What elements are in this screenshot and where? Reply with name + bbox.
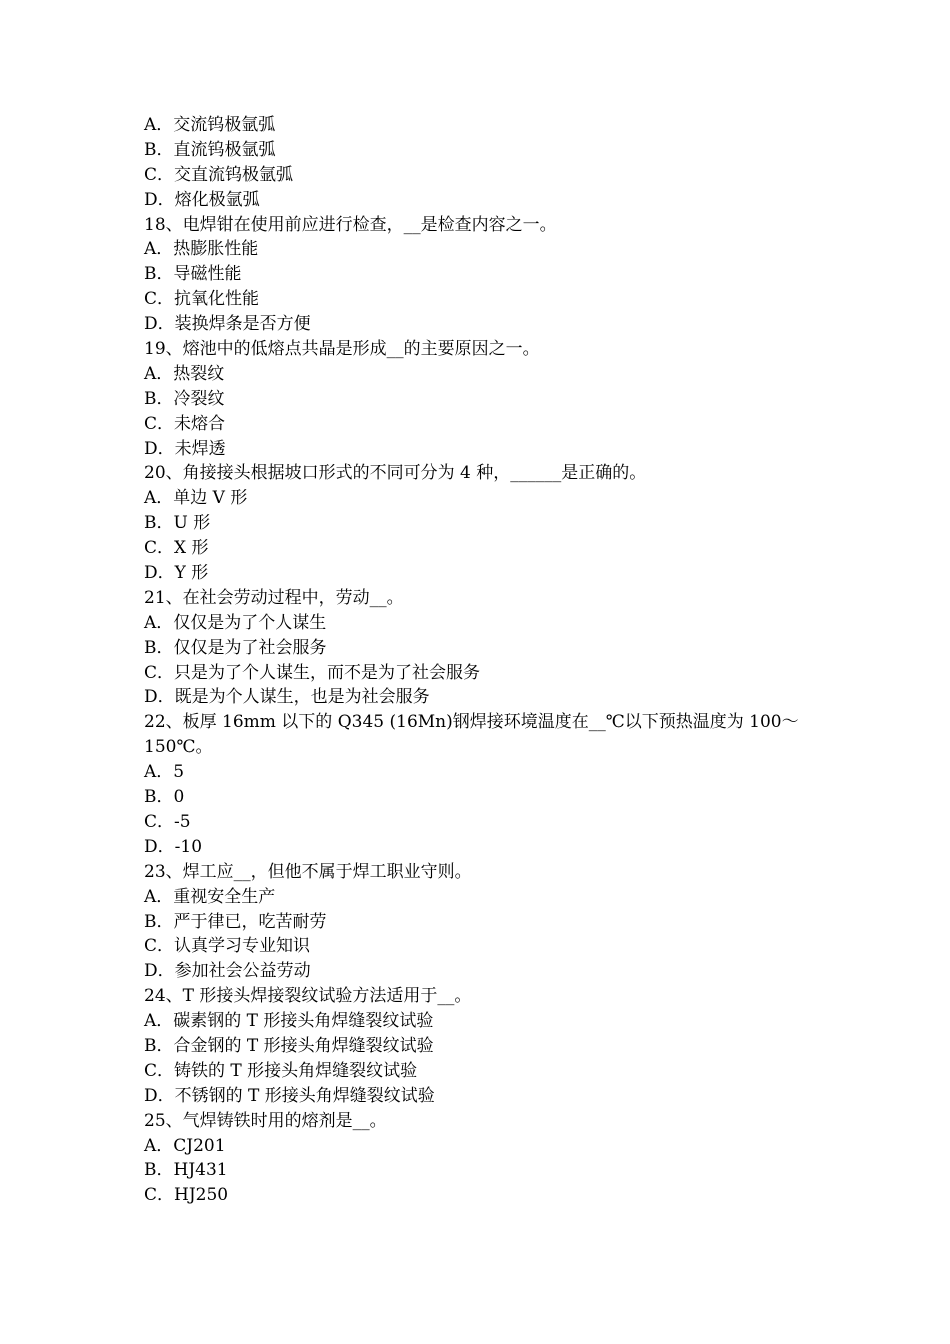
text-line: B．严于律已，吃苦耐劳 bbox=[144, 911, 327, 932]
text-line: 25、气焊铸铁时用的熔剂是__。 bbox=[144, 1110, 387, 1131]
text-line: B．HJ431 bbox=[144, 1160, 228, 1181]
text-line: A．重视安全生产 bbox=[144, 886, 276, 907]
text-line: B．冷裂纹 bbox=[144, 388, 225, 409]
text-line: A．碳素钢的 T 形接头角焊缝裂纹试验 bbox=[144, 1011, 434, 1032]
text-line: D．参加社会公益劳动 bbox=[144, 961, 311, 982]
text-line: B．U 形 bbox=[144, 513, 211, 534]
text-line: A．单边 V 形 bbox=[144, 488, 248, 509]
text-line: B．仅仅是为了社会服务 bbox=[144, 637, 327, 658]
text-line: A．交流钨极氩弧 bbox=[144, 115, 276, 135]
text-line: D．Y 形 bbox=[144, 563, 209, 584]
text-line: B．直流钨极氩弧 bbox=[144, 139, 276, 160]
text-line: 23、焊工应__，但他不属于焊工职业守则。 bbox=[144, 861, 472, 882]
text-line: A．热裂纹 bbox=[144, 363, 225, 384]
text-line: A．5 bbox=[144, 762, 185, 783]
text-line: C．抗氧化性能 bbox=[144, 289, 260, 310]
text-line: C．交直流钨极氩弧 bbox=[144, 164, 294, 185]
text-line: C．HJ250 bbox=[144, 1185, 229, 1206]
text-line: 21、在社会劳动过程中，劳动__。 bbox=[144, 587, 404, 608]
text-line: C．未熔合 bbox=[144, 413, 226, 434]
text-line: D．-10 bbox=[144, 836, 203, 857]
text-line: A．CJ201 bbox=[144, 1135, 226, 1156]
text-line: D．既是为个人谋生，也是为社会服务 bbox=[144, 687, 430, 708]
text-line: A．仅仅是为了个人谋生 bbox=[144, 612, 327, 633]
text-line: D．不锈钢的 T 形接头角焊缝裂纹试验 bbox=[144, 1085, 435, 1106]
text-line: C．-5 bbox=[144, 811, 191, 832]
text-line: 22、板厚 16mm 以下的 Q345 (16Mn)钢焊接环境温度在__℃以下预热温度为 100～ bbox=[144, 712, 799, 733]
text-line: C．X 形 bbox=[144, 538, 209, 559]
text-line: C．铸铁的 T 形接头角焊缝裂纹试验 bbox=[144, 1060, 418, 1081]
document-page bbox=[144, 113, 824, 1208]
text-line: B．导磁性能 bbox=[144, 264, 242, 285]
text-line: 150℃。 bbox=[144, 737, 213, 758]
text-line: D．装换焊条是否方便 bbox=[144, 314, 311, 335]
text-line: C．只是为了个人谋生，而不是为了社会服务 bbox=[144, 662, 481, 683]
text-line: D．熔化极氩弧 bbox=[144, 189, 260, 210]
text-line: C．认真学习专业知识 bbox=[144, 936, 311, 957]
text-line: B．合金钢的 T 形接头角焊缝裂纹试验 bbox=[144, 1035, 434, 1056]
text-line: B．0 bbox=[144, 787, 185, 808]
text-line: 19、熔池中的低熔点共晶是形成__的主要原因之一。 bbox=[144, 339, 540, 360]
text-line: A．热膨胀性能 bbox=[144, 239, 259, 260]
text-line: 18、电焊钳在使用前应进行检查，__是检查内容之一。 bbox=[144, 214, 557, 235]
text-line: 20、角接接头根据坡口形式的不同可分为 4 种，______是正确的。 bbox=[144, 463, 647, 484]
text-line: D．未焊透 bbox=[144, 438, 226, 459]
text-line: 24、T 形接头焊接裂纹试验方法适用于__。 bbox=[144, 986, 472, 1007]
